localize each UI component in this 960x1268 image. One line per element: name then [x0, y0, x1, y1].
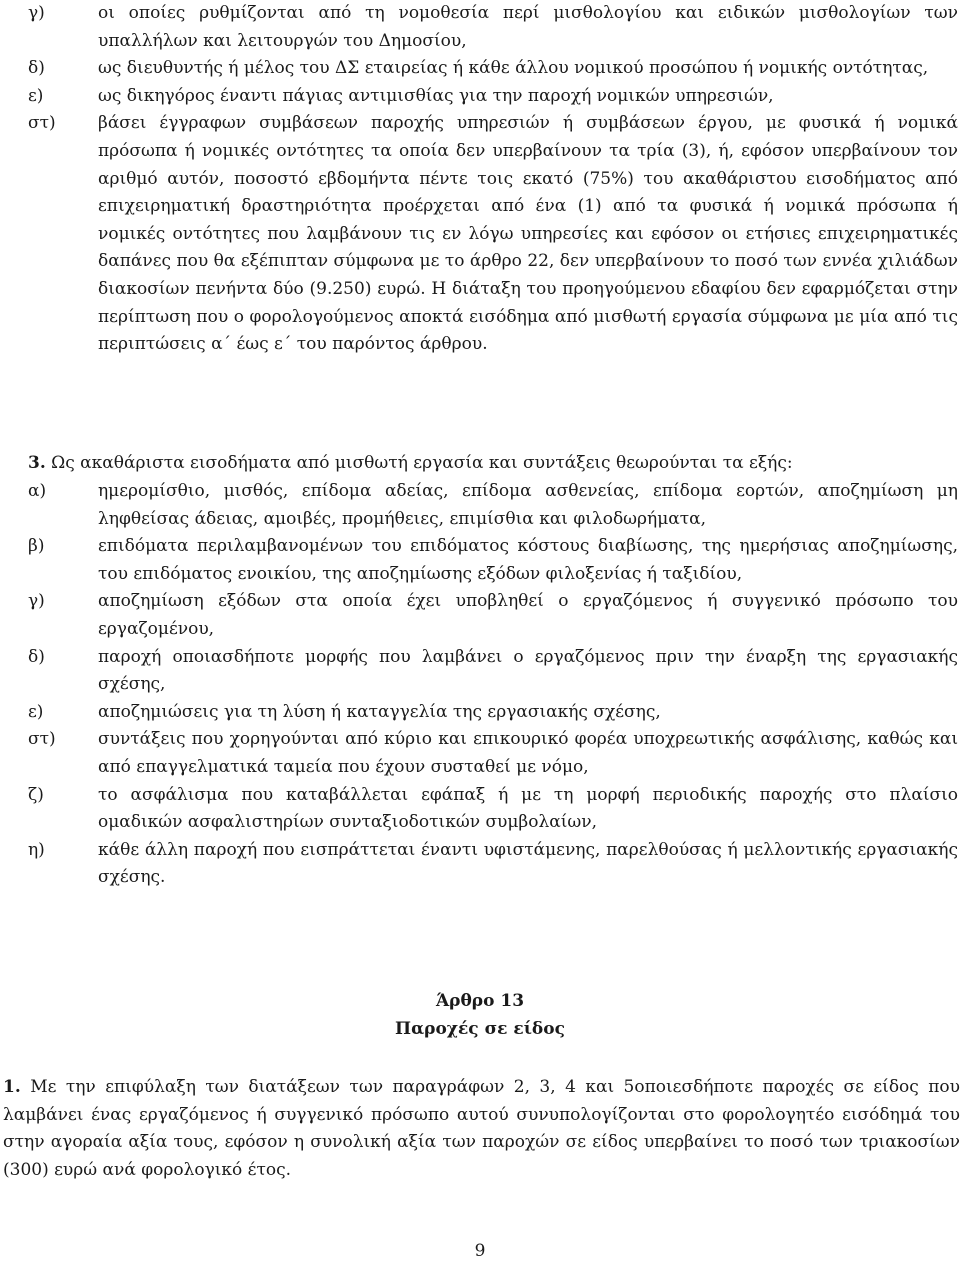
paragraph-3 [28, 450, 958, 478]
article-title: Άρθρο 13 [435, 991, 525, 1011]
list-marker: δ) [28, 58, 45, 79]
list-marker: στ) [28, 113, 56, 134]
list-marker: δ) [28, 646, 45, 667]
list-text: παροχή οποιασδήποτε μορφής που λαμβάνει ο εργαζόμενος πριν την έναρξη της εργασιακής σχέσης, [98, 646, 958, 695]
list-item [28, 726, 958, 781]
list-item [28, 55, 958, 83]
article-subtitle: Παροχές σε είδος [395, 1019, 565, 1039]
list-marker: ε) [28, 85, 44, 106]
list-top [28, 0, 958, 359]
page-number: 9 [474, 1241, 486, 1261]
list-text: ως διευθυντής ή μέλος του ΔΣ εταιρείας ή κάθε άλλου νομικού προσώπου ή νομικής οντότητας, [98, 58, 929, 79]
list-item [28, 644, 958, 699]
list-text: αποζημίωση εξόδων στα οποία έχει υποβληθεί ο εργαζόμενος ή συγγενικό πρόσωπο του εργαζομένου, [98, 591, 958, 639]
paragraph-number: 3. [28, 453, 46, 473]
list-text: επιδόματα περιλαμβανομένων του επιδόματος κόστους διαβίωσης, της ημερήσιας αποζημίωσης, του επιδόματος ενοικίου, της αποζημίωσης εξόδων φιλοξενίας ή ταξιδίου, [98, 536, 958, 584]
paragraph-1 [3, 1074, 960, 1184]
paragraph-text: Ως ακαθάριστα εισοδήματα από μισθωτή εργασία και συντάξεις θεωρούνται τα εξής: [51, 453, 793, 473]
list-item [28, 110, 958, 358]
list-item [28, 533, 958, 588]
list-text: οι οποίες ρυθμίζονται από τη νομοθεσία περί μισθολογίου και ειδικών μισθολογίων των υπαλλήλων και λειτουργών του Δημοσίου, [98, 3, 958, 51]
list-text: αποζημιώσεις για τη λύση ή καταγγελία της εργασιακής σχέσης, [98, 701, 661, 722]
list-text: το ασφάλισμα που καταβάλλεται εφάπαξ ή με τη μορφή περιοδικής παροχής στο πλαίσιο ομαδικών ασφαλιστηρίων συνταξιοδοτικών συμβολαίων, [98, 784, 958, 833]
list-item [28, 699, 958, 727]
list-item [28, 83, 958, 111]
list-marker: η) [28, 839, 45, 860]
list-marker: ε) [28, 701, 44, 722]
list-bottom [28, 478, 958, 892]
list-item [28, 588, 958, 643]
list-item [28, 0, 958, 55]
list-marker: στ) [28, 729, 56, 750]
list-marker: ζ) [28, 784, 44, 805]
list-text: ως δικηγόρος έναντι πάγιας αντιμισθίας για την παροχή νομικών υπηρεσιών, [98, 85, 774, 106]
list-marker: γ) [28, 591, 45, 612]
list-marker: γ) [28, 3, 45, 23]
list-text: συντάξεις που χορηγούνται από κύριο και επικουρικό φορέα υποχρεωτικής ασφάλισης, καθώς και από επαγγελματικά ταμεία που έχουν συσταθεί με νόμο, [98, 729, 958, 777]
list-text: κάθε άλλη παροχή που εισπράττεται έναντι υφιστάμενης, παρελθούσας ή μελλοντικής εργασιακής σχέσης. [98, 839, 958, 888]
list-item [28, 837, 958, 892]
paragraph-text: Με την επιφύλαξη των διατάξεων των παραγράφων 2, 3, 4 και 5οποιεσδήποτε παροχές σε είδος που λαμβάνει ένας εργαζόμενος ή συγγενικό πρόσωπο αυτού συνυπολογίζονται στο φορολογητέο εισόδημά του στην αγοραία αξία τους, εφόσον η συνολική αξία των παροχών σε είδος υπερβαίνει το ποσό των τριακοσίων (300) ευρώ ανά φορολογικό έτος. [3, 1077, 960, 1180]
list-item [28, 782, 958, 837]
list-marker: β) [28, 536, 45, 557]
list-marker: α) [28, 481, 47, 501]
paragraph-number: 1. [3, 1077, 21, 1097]
list-text: βάσει έγγραφων συμβάσεων παροχής υπηρεσιών ή συμβάσεων έργου, με φυσικά ή νομικά πρόσωπα ή νομικές οντότητες τα οποία δεν υπερβαίνουν τα τρία (3), ή, εφόσον υπερβαίνουν τον αριθμό αυτόν, ποσοστό εβδομήντα πέντε τοις εκατό (75%) του ακαθάριστου εισοδήματος από επιχειρηματική δραστηριότητα προέρχεται από ένα (1) από τα φυσικά ή νομικά πρόσωπα ή νομικές οντότητες που λαμβάνουν τις εν λόγω υπηρεσίες και εφόσον οι ετήσιες επιχειρηματικές δαπάνες που θα εξέπιπταν σύμφωνα με το άρθρο 22, δεν υπερβαίνουν το ποσό των εννέα χιλιάδων διακοσίων πενήντα δύο (9.250) ευρώ. Η διάταξη του προηγούμενου εδαφίου δεν εφαρμόζεται στην περίπτωση που ο φορολογούμενος αποκτά εισόδημα από μισθωτή εργασία σύμφωνα με μία από τις περιπτώσεις α΄ έως ε΄ του παρόντος άρθρου. [98, 113, 958, 355]
list-item [28, 478, 958, 533]
list-text: ημερομίσθιο, μισθός, επίδομα αδείας, επίδομα ασθενείας, επίδομα εορτών, αποζημίωση μη ληφθείσας άδειας, αμοιβές, προμήθειες, επιμίσθια και φιλοδωρήματα, [98, 481, 958, 529]
